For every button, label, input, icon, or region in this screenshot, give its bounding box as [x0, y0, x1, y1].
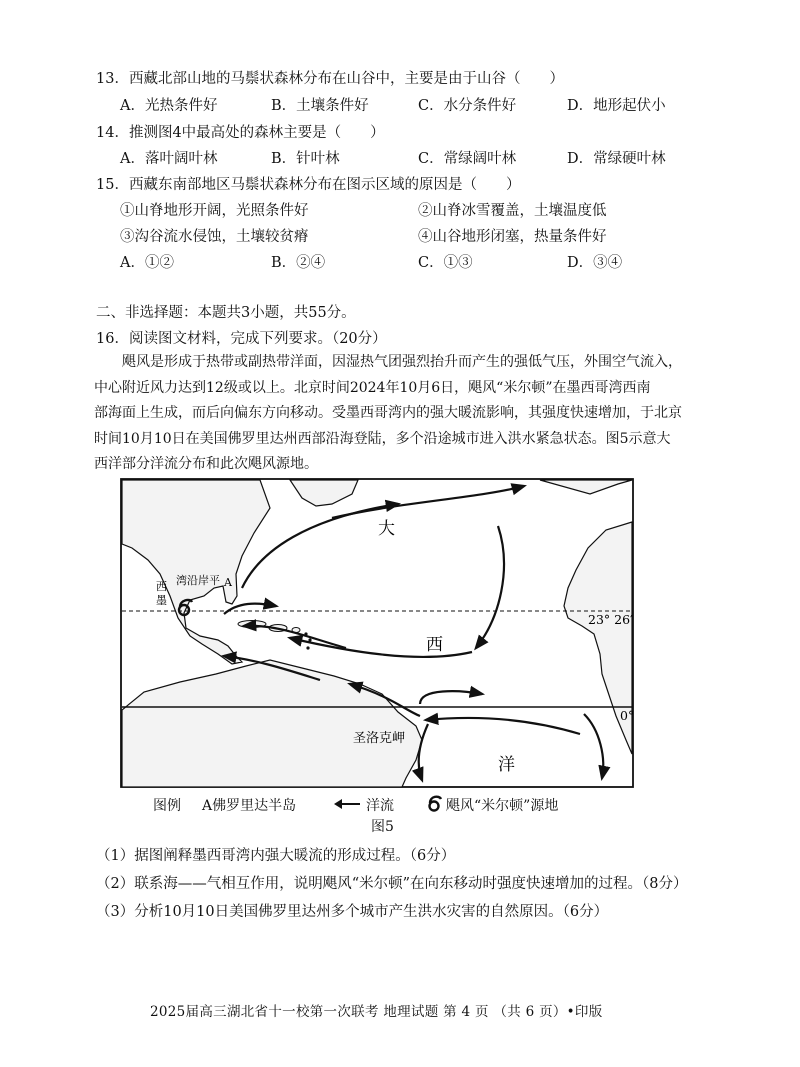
legend-hurricane: 飓风“米尔顿”源地: [446, 798, 559, 814]
page-footer: 2025届高三湖北省十一校第一次联考 地理试题 第 4 页 （共 6 页）•印版: [150, 1004, 603, 1020]
tropic-label: 23° 26′: [588, 612, 633, 627]
q14-option-d: D．常绿硬叶林: [567, 151, 666, 167]
west-label-2: 墨: [156, 594, 167, 607]
section-heading: 二、非选择题：本题共3小题，共55分。: [96, 305, 356, 321]
q15-statement-2: ②山脊冰雪覆盖，土壤温度低: [418, 203, 607, 219]
q14-stem: 14．推测图4中最高处的森林主要是（ ）: [96, 125, 385, 141]
sub-question-1: （1）据图阐释墨西哥湾内强大暖流的形成过程。（6分）: [96, 848, 456, 864]
q13-option-c: C．水分条件好: [418, 98, 517, 114]
atlantic-currents-map: [120, 478, 636, 790]
q15-statement-1: ①山脊地形开阔，光照条件好: [120, 203, 309, 219]
hurricane-icon: [426, 794, 444, 814]
sub-question-3: （3）分析10月10日美国佛罗里达州多个城市产生洪水灾害的自然原因。（6分）: [96, 904, 609, 920]
point-a-label: A: [224, 576, 232, 589]
q15-option-a: A．①②: [120, 255, 174, 271]
equator-label: 0°: [620, 708, 635, 723]
q13-stem: 13．西藏北部山地的马鬃状森林分布在山谷中，主要是由于山谷（ ）: [96, 71, 564, 87]
material-line: 部海面上生成，而后向偏东方向移动。受墨西哥湾内的强大暖流影响，其强度快速增加，于北京: [94, 405, 682, 422]
q15-statement-3: ③沟谷流水侵蚀，土壤较贫瘠: [120, 229, 309, 245]
q14-option-c: C．常绿阔叶林: [418, 151, 517, 167]
cape-label: 圣洛克岬: [353, 731, 406, 746]
material-line: 飓风是形成于热带或副热带洋面，因湿热气团强烈抬升而产生的强低气压，外围空气流入，: [122, 354, 682, 370]
q13-option-b: B．土壤条件好: [271, 98, 369, 114]
q15-stem: 15．西藏东南部地区马鬃状森林分布在图示区域的原因是（ ）: [96, 177, 521, 193]
q16-material: [94, 350, 734, 478]
q14-option-a: A．落叶阔叶林: [120, 151, 218, 167]
ocean-label-1: 大: [378, 519, 395, 539]
west-label-1: 西: [156, 580, 167, 593]
current-arrow-icon: [332, 797, 362, 811]
ocean-label-3: 洋: [498, 755, 515, 775]
material-line: 西洋部分洋流分布和此次飓风源地。: [94, 456, 318, 473]
legend-point-a: A佛罗里达半岛: [202, 798, 297, 814]
q15-option-b: B．②④: [271, 255, 326, 271]
figure-caption: 图5: [371, 819, 394, 835]
q16-stem: 16．阅读图文材料，完成下列要求。（20分）: [96, 331, 387, 347]
q13-option-a: A．光热条件好: [120, 98, 218, 114]
q15-option-c: C．①③: [418, 255, 473, 271]
material-line: 中心附近风力达到12级或以上。北京时间2024年10月6日，飓风“米尔顿”在墨西哥湾西南: [94, 379, 651, 396]
legend-current: 洋流: [366, 798, 394, 814]
plain-label: 湾沿岸平: [176, 574, 220, 587]
legend-title: 图例: [153, 798, 181, 814]
q15-option-d: D．③④: [567, 255, 623, 271]
sub-question-2: （2）联系海——气相互作用，说明飓风“米尔顿”在向东移动时强度快速增加的过程。（8分）: [96, 876, 688, 892]
q14-option-b: B．针叶林: [271, 151, 340, 167]
q13-option-d: D．地形起伏小: [567, 98, 666, 114]
material-line: 时间10月10日在美国佛罗里达州西部沿海登陆，多个沿途城市进入洪水紧急状态。图5示意大: [94, 430, 671, 447]
ocean-label-2: 西: [426, 635, 443, 655]
q15-statement-4: ④山谷地形闭塞，热量条件好: [418, 229, 607, 245]
